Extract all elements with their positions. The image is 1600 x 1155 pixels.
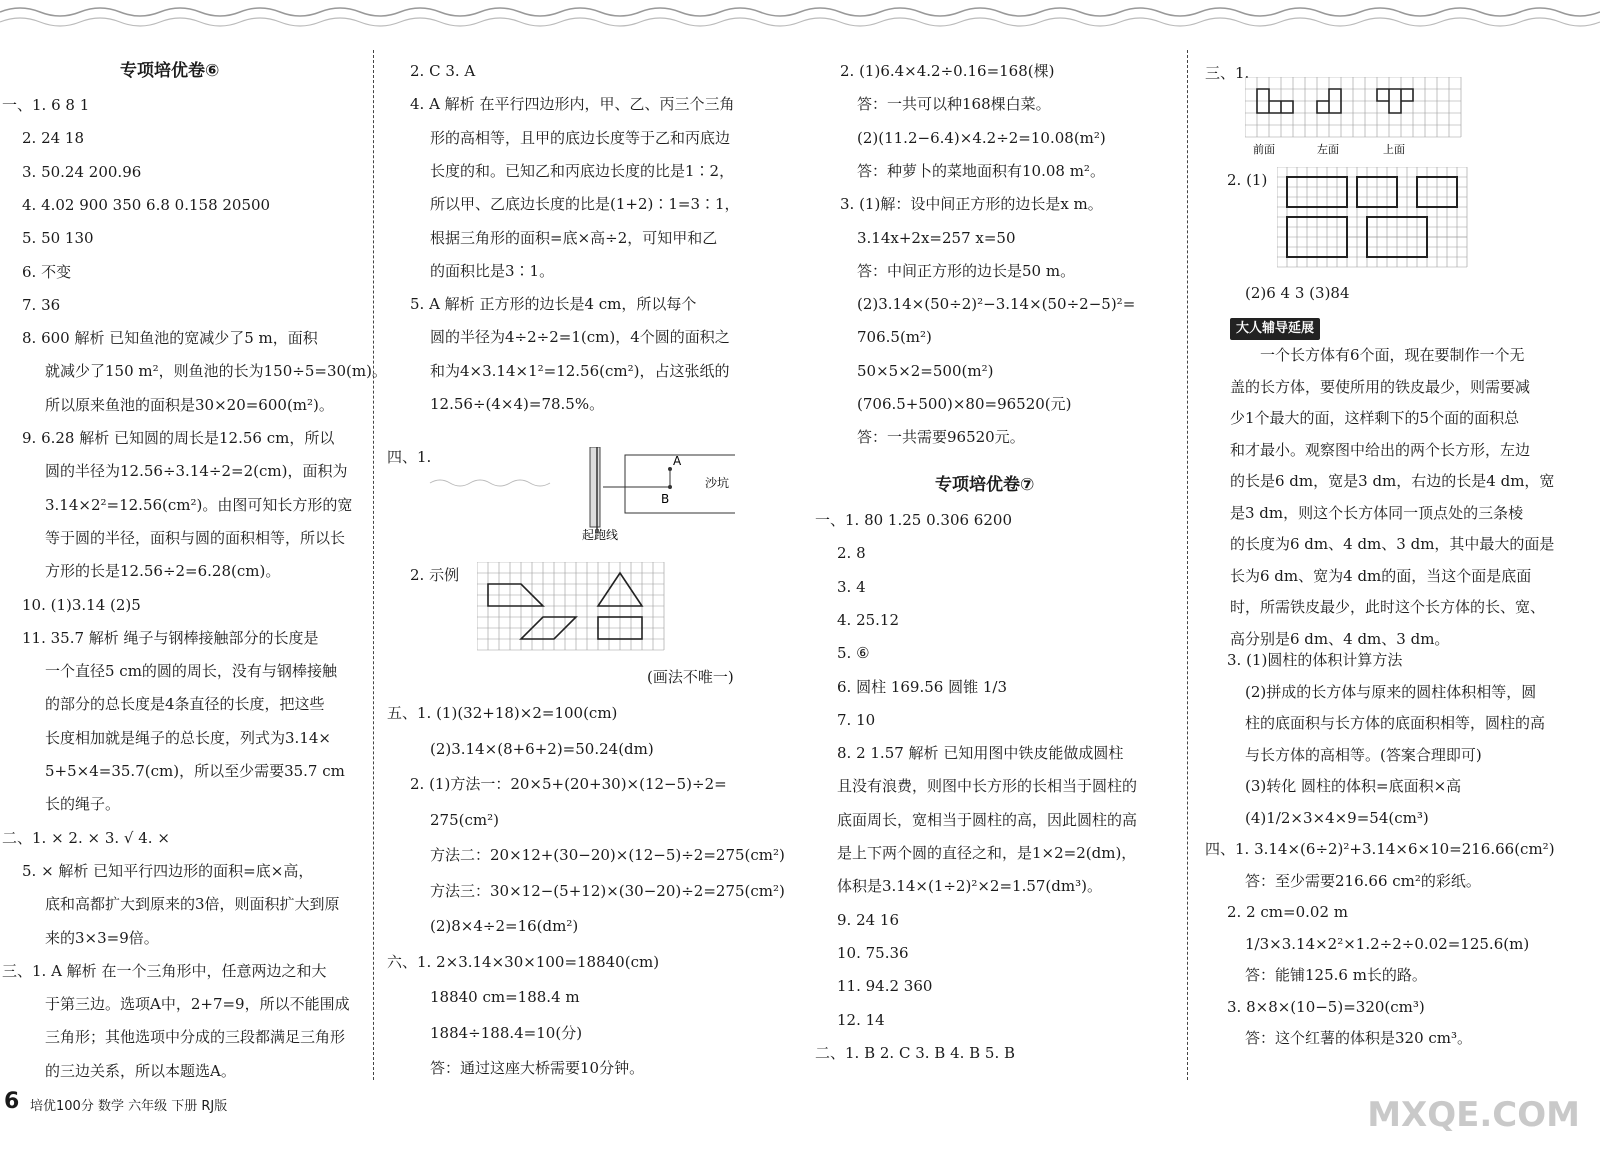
text-line: 一、1. 6 8 1 xyxy=(2,96,90,114)
text-line: 11. 94.2 360 xyxy=(837,977,933,996)
text-line: 答：中间正方形的边长是50 m。 xyxy=(857,261,1076,280)
text-line: 5. ⑥ xyxy=(837,644,870,663)
text-line: 10. 75.36 xyxy=(837,943,909,962)
running-track-diagram xyxy=(425,447,735,542)
text-line: 2. 24 18 xyxy=(22,129,85,148)
text-line: 等于圆的半径，面积与圆的面积相等，所以长 xyxy=(45,528,346,547)
text-line: 体积是3.14×(1÷2)²×2=1.57(dm³)。 xyxy=(837,877,1102,896)
text-line: 时，所需铁皮最少，此时这个长方体的长、宽、 xyxy=(1230,598,1546,616)
shapes-grid-diagram xyxy=(477,562,673,652)
watermark xyxy=(1367,1095,1580,1135)
text-line: 答：能铺125.6 m长的路。 xyxy=(1245,966,1427,984)
text-line: 圆的半径为4÷2÷2=1(cm)，4个圆的面积之 xyxy=(430,328,730,347)
text-line: 底面周长，宽相当于圆柱的高，因此圆柱的高 xyxy=(837,810,1138,829)
text-line: 少1个最大的面，这样剩下的5个面的面积总 xyxy=(1230,409,1520,427)
text-line: 高分别是6 dm、4 dm、3 dm。 xyxy=(1230,629,1450,648)
text-line: 3. 50.24 200.96 xyxy=(22,162,142,181)
text-line: 4. A 解析 在平行四边形内，甲、乙、丙三个三角 xyxy=(410,95,735,114)
text-line: 9. 24 16 xyxy=(837,910,900,929)
text-line: 盖的长方体，要使所用的铁皮最少，则需要减 xyxy=(1230,377,1531,396)
text-line: (3)转化 圆柱的体积=底面积×高 xyxy=(1245,777,1462,795)
text-line: 12. 14 xyxy=(837,1010,885,1029)
answer-line: (2)6 4 3 (3)84 xyxy=(1245,284,1350,302)
text-line: 四、1. 3.14×(6÷2)²+3.14×6×10=216.66(cm²) xyxy=(1205,840,1555,858)
text-line: 方形的长是12.56÷2=6.28(cm)。 xyxy=(45,562,281,581)
front-view-label: 前面 xyxy=(1253,143,1275,156)
text-line: 1/3×3.14×2²×1.2÷2÷0.02=125.6(m) xyxy=(1245,934,1530,953)
text-line: 2. (1)6.4×4.2÷0.16=168(棵) xyxy=(840,62,1055,80)
text-line: 六、1. 2×3.14×30×100=18840(cm) xyxy=(387,952,660,971)
text-line: 是上下两个圆的直径之和，是1×2=2(dm)， xyxy=(837,844,1137,862)
text-line: 一个直径5 cm的圆的周长，没有与钢棒接触 xyxy=(45,662,337,681)
watermark-text: MXQE.COM xyxy=(1367,1095,1580,1135)
text-line: 1884÷188.4=10(分) xyxy=(430,1023,583,1042)
text-line: 于第三边。选项A中，2+7=9，所以不能围成 xyxy=(45,995,350,1014)
text-line: 是3 dm，则这个长方体同一顶点处的三条棱 xyxy=(1230,503,1524,522)
text-line: 五、1. (1)(32+18)×2=100(cm) xyxy=(387,704,618,722)
text-line: (2)拼成的长方体与原来的圆柱体积相等，圆 xyxy=(1245,682,1537,701)
text-line: 706.5(m²) xyxy=(857,328,932,347)
text-line: 3. 4 xyxy=(837,577,866,596)
text-line: 3. (1)圆柱的体积计算方法 xyxy=(1227,651,1403,669)
text-line: 和为4×3.14×1²=12.56(cm²)，占这张纸的 xyxy=(430,361,730,380)
sandpit-label: 沙坑 xyxy=(705,476,730,490)
text-line: 二、1. × 2. × 3. √ 4. × xyxy=(2,828,170,847)
text-line: (2)8×4÷2=16(dm²) xyxy=(430,917,579,935)
left-view-label: 左面 xyxy=(1317,143,1339,156)
text-line: 3.14×2²=12.56(cm²)。由图可知长方形的宽 xyxy=(45,495,353,514)
text-line: 2. C 3. A xyxy=(410,62,476,80)
text-line: 答：至少需要216.66 cm²的彩纸。 xyxy=(1245,871,1481,890)
text-line: 长为6 dm、宽为4 dm的面，当这个面是底面 xyxy=(1230,566,1532,585)
text-line: 三、1. A 解析 在一个三角形中，任意两边之和大 xyxy=(2,961,327,980)
three-views-grid xyxy=(1245,77,1470,157)
text-line: 和才最小。观察图中给出的两个长方形，左边 xyxy=(1230,440,1531,459)
point-a-label: A xyxy=(673,454,682,468)
tutor-badge: 大人辅导延展 xyxy=(1230,318,1320,340)
text-line: 且没有浪费，则图中长方形的长相当于圆柱的 xyxy=(837,777,1138,796)
text-line: 5+5×4=35.7(cm)，所以至少需要35.7 cm xyxy=(45,762,345,780)
text-line: 所以甲、乙底边长度的比是(1+2)∶1=3∶1， xyxy=(430,195,740,214)
text-line: 二、1. B 2. C 3. B 4. B 5. B xyxy=(815,1043,1016,1062)
text-line: (2)3.14×(50÷2)²−3.14×(50÷2−5)²= xyxy=(857,295,1136,314)
text-line: 答：通过这座大桥需要10分钟。 xyxy=(430,1059,645,1077)
footer-text: 培优100分 数学 六年级 下册 RJ版 xyxy=(30,1099,228,1114)
text-line: 的长度为6 dm、4 dm、3 dm，其中最大的面是 xyxy=(1230,535,1555,553)
text-line: (2)3.14×(8+6+2)=50.24(dm) xyxy=(430,739,654,758)
text-line: 所以原来鱼池的面积是30×20=600(m²)。 xyxy=(45,395,334,414)
text-line: 来的3×3=9倍。 xyxy=(45,928,159,947)
text-line: 的部分的总长度是4条直径的长度，把这些 xyxy=(45,695,325,714)
text-line: 形的高相等，且甲的底边长度等于乙和丙底边 xyxy=(430,128,731,147)
text-line: 方法三：30×12−(5+12)×(30−20)÷2=275(cm²) xyxy=(430,881,785,900)
text-line: 5. A 解析 正方形的边长是4 cm，所以每个 xyxy=(410,295,697,314)
question-label: 2. 示例 xyxy=(410,566,460,584)
text-line: 答：一共可以种168棵白菜。 xyxy=(857,95,1051,114)
text-line: 12.56÷(4×4)=78.5%。 xyxy=(430,395,605,413)
text-line: 7. 10 xyxy=(837,710,876,729)
text-line: 6. 圆柱 169.56 圆锥 1/3 xyxy=(837,677,1008,696)
text-line: 与长方体的高相等。(答案合理即可) xyxy=(1245,745,1482,764)
tutor-badge-row xyxy=(1230,317,1320,340)
text-line: 长度相加就是绳子的总长度，列式为3.14× xyxy=(45,728,331,747)
text-line: 6. 不变 xyxy=(22,262,72,281)
text-line: 275(cm²) xyxy=(430,810,499,829)
section-title: 专项培优卷⑦ xyxy=(935,475,1035,495)
text-line: 2. 2 cm=0.02 m xyxy=(1227,903,1348,921)
text-line: 3.14x+2x=257 x=50 xyxy=(857,228,1016,247)
text-line: 一个长方体有6个面，现在要制作一个无 xyxy=(1260,346,1525,364)
text-line: 三角形；其他选项中分成的三段都满足三角形 xyxy=(45,1028,346,1047)
text-line: 圆的半径为12.56÷3.14÷2=2(cm)，面积为 xyxy=(45,462,348,481)
text-line: (4)1/2×3×4×9=54(cm³) xyxy=(1245,808,1429,827)
text-line: 3. 8×8×(10−5)=320(cm³) xyxy=(1227,997,1425,1016)
text-line: 答：种萝卜的菜地面积有10.08 m²。 xyxy=(857,161,1105,180)
text-line: 根据三角形的面积=底×高÷2，可知甲和乙 xyxy=(430,228,718,247)
text-line: 50×5×2=500(m²) xyxy=(857,361,994,380)
text-line: (2)(11.2−6.4)×4.2÷2=10.08(m²) xyxy=(857,128,1106,147)
text-line: 答：这个红薯的体积是320 cm³。 xyxy=(1245,1029,1473,1047)
text-line: 柱的底面积与长方体的底面积相等，圆柱的高 xyxy=(1245,714,1546,732)
text-line: 方法二：20×12+(30−20)×(12−5)÷2=275(cm²) xyxy=(430,846,785,864)
text-line: 的三边关系，所以本题选A。 xyxy=(45,1061,236,1080)
text-line: 的长是6 dm，宽是3 dm，右边的长是4 dm，宽 xyxy=(1230,472,1555,490)
text-line: 7. 36 xyxy=(22,295,61,314)
column-divider xyxy=(1187,50,1188,1080)
cuboid-net-grid xyxy=(1277,167,1477,272)
page-number: 6 xyxy=(4,1089,20,1114)
text-line: 11. 35.7 解析 绳子与钢棒接触部分的长度是 xyxy=(22,628,319,647)
text-line: 2. 8 xyxy=(837,544,866,563)
text-line: 9. 6.28 解析 已知圆的周长是12.56 cm，所以 xyxy=(22,429,335,447)
note: (画法不唯一) xyxy=(647,668,734,686)
point-b-label: B xyxy=(661,492,670,506)
top-view-label: 上面 xyxy=(1383,143,1405,156)
text-line: 长的绳子。 xyxy=(45,795,121,814)
text-line: 答：一共需要96520元。 xyxy=(857,428,1025,447)
text-line: 的面积比是3∶1。 xyxy=(430,261,555,280)
text-line: 5. × 解析 已知平行四边形的面积=底×高， xyxy=(22,861,314,880)
text-line: 4. 4.02 900 350 6.8 0.158 20500 xyxy=(22,195,271,214)
text-line: 3. (1)解：设中间正方形的边长是x m。 xyxy=(840,195,1103,214)
column-divider xyxy=(373,50,374,1080)
text-line: 一、1. 80 1.25 0.306 6200 xyxy=(815,511,1012,529)
text-line: 10. (1)3.14 (2)5 xyxy=(22,595,141,614)
question-label: 2. (1) xyxy=(1227,171,1268,189)
text-line: 5. 50 130 xyxy=(22,229,94,248)
top-wave-border xyxy=(0,0,1600,40)
text-line: 长度的和。已知乙和丙底边长度的比是1∶2， xyxy=(430,161,735,180)
text-line: 8. 2 1.57 解析 已知用图中铁皮能做成圆柱 xyxy=(837,744,1124,763)
question-label: 三、1. xyxy=(1205,64,1250,82)
text-line: 就减少了150 m²，则鱼池的长为150÷5=30(m)。 xyxy=(45,362,387,381)
text-line: 18840 cm=188.4 m xyxy=(430,988,580,1006)
start-line-label: 起跑线 xyxy=(582,528,619,542)
text-line: 4. 25.12 xyxy=(837,610,900,629)
text-line: (706.5+500)×80=96520(元) xyxy=(857,395,1072,413)
section-title: 专项培优卷⑥ xyxy=(120,61,220,81)
text-line: 2. (1)方法一：20×5+(20+30)×(12−5)÷2= xyxy=(410,775,727,793)
text-line: 8. 600 解析 已知鱼池的宽减少了5 m，面积 xyxy=(22,329,318,348)
question-label: 四、1. xyxy=(387,448,432,466)
text-line: 底和高都扩大到原来的3倍，则面积扩大到原 xyxy=(45,895,340,914)
